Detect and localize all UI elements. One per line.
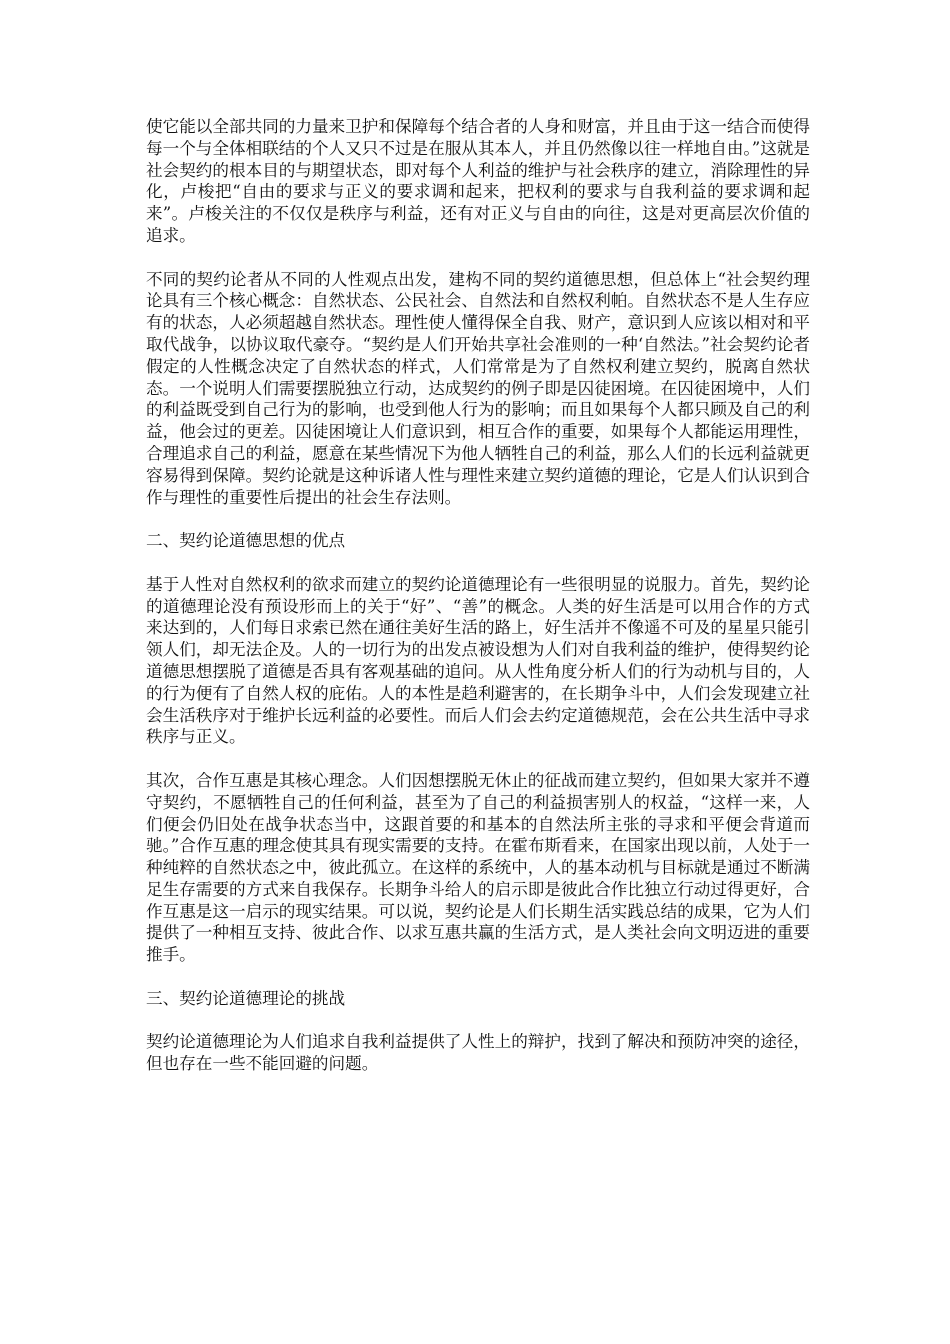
paragraph-contract-core-concepts: 不同的契约论者从不同的人性观点出发，建构不同的契约道德思想，但总体上“社会契约理论具有三个核心概念：自然状态、公民社会、自然法和自然权利帕。自然状态不是人生存应有的状态，人必须超越自然状态。理性使人懂得保全自我、财产，意识到人应该以相对和平取代战争，以协议取代豪夺。“契约是人们开始共享社会准则的一种‘自然法。”社会契约论者假定的人性概念决定了自然状态的样式，人们常常是为了自然权利建立契约，脱离自然状态。一个说明人们需要摆脱独立行动，达成契约的例子即是囚徒困境。在囚徒困境中，人们的利益既受到自己行为的影响，也受到他人行为的影响；而且如果每个人都只顾及自己的利益，他会过的更差。囚徒困境让人们意识到，相互合作的重要，如果每个人都能运用理性，合理追求自己的利益，愿意在某些情况下为他人牺牲自己的利益，那么人们的长远利益就更容易得到保障。契约论就是这种诉诸人性与理性来建立契约道德的理论，它是人们认识到合作与理性的重要性后提出的社会生存法则。 <box>146 269 810 507</box>
paragraph-advantage-first: 基于人性对自然权利的欲求而建立的契约论道德理论有一些很明显的说服力。首先，契约论的道德理论没有预设形而上的关于“好”、“善”的概念。人类的好生活是可以用合作的方式来达到的，人们每日求索已然在通往美好生活的路上，好生活并不像遥不可及的星星只能引领人们，却无法企及。人的一切行为的出发点被设想为人们对自我利益的维护，使得契约论道德思想摆脱了道德是否具有客观基础的追问。从人性角度分析人们的行为动机与目的，人的行为便有了自然人权的庇佑。人的本性是趋利避害的，在长期争斗中，人们会发现建立社会生活秩序对于维护长远利益的必要性。而后人们会去约定道德规范，会在公共生活中寻求秩序与正义。 <box>146 574 810 747</box>
document-page <box>146 116 810 1097</box>
paragraph-social-contract-purpose: 使它能以全部共同的力量来卫护和保障每个结合者的人身和财富，并且由于这一结合而使得每一个与全体相联结的个人又只不过是在服从其本人，并且仍然像以往一样地自由。”这就是社会契约的根本目的与期望状态，即对每个人利益的维护与社会秩序的建立，消除理性的异化，卢梭把“自由的要求与正义的要求调和起来，把权利的要求与自我利益的要求调和起来”。卢梭关注的不仅仅是秩序与利益，还有对正义与自由的向往，这是对更高层次价值的追求。 <box>146 117 810 245</box>
paragraph-advantage-cooperation: 其次，合作互惠是其核心理念。人们因想摆脱无休止的征战而建立契约，但如果大家并不遵守契约，不愿牺牲自己的任何利益，甚至为了自己的利益损害别人的权益，“这样一来，人们便会仍旧处在战争状态当中，这跟首要的和基本的自然法所主张的寻求和平便会背道而驰。”合作互惠的理念使其具有现实需要的支持。在霍布斯看来，在国家出现以前，人处于一种纯粹的自然状态之中，彼此孤立。在这样的系统中，人的基本动机与目标就是通过不断满足生存需要的方式来自我保存。长期争斗给人的启示即是彼此合作比独立行动过得更好，合作互惠是这一启示的现实结果。可以说，契约论是人们长期生活实践总结的成果，它为人们提供了一种相互支持、彼此合作、以求互惠共赢的生活方式，是人类社会向文明迈进的重要推手。 <box>146 770 810 965</box>
section-heading-advantages: 二、契约论道德思想的优点 <box>146 531 346 551</box>
section-heading-challenges: 三、契约论道德理论的挑战 <box>146 988 346 1008</box>
paragraph-challenges-intro: 契约论道德理论为人们追求自我利益提供了人性上的辩护，找到了解决和预防冲突的途径，但也存在一些不能回避的问题。 <box>146 1032 810 1074</box>
